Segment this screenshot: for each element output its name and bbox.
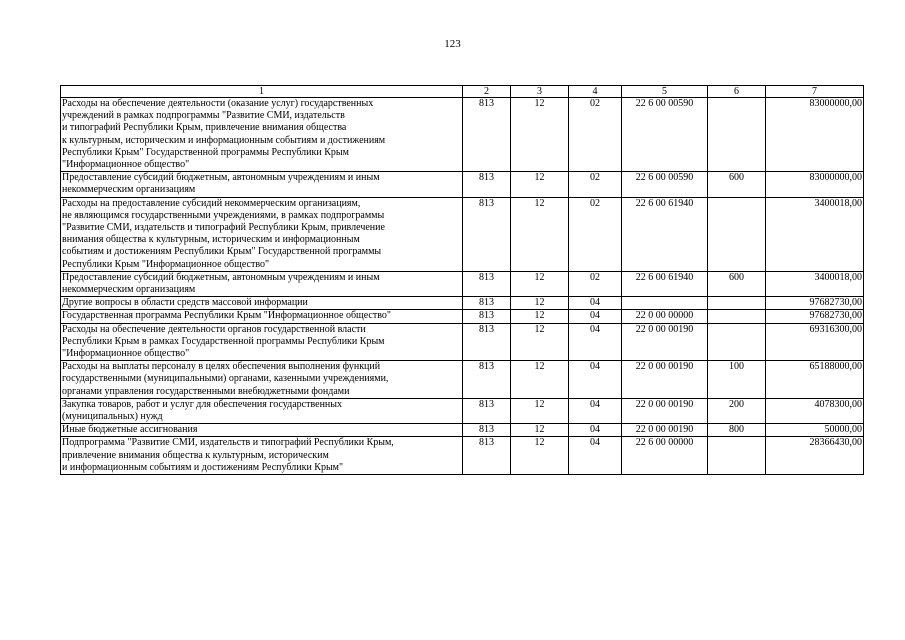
ministry-code-cell: 813 (463, 297, 511, 310)
amount-cell: 83000000,00 (766, 172, 864, 197)
section-code-cell: 12 (511, 437, 569, 475)
ministry-code-cell: 813 (463, 197, 511, 271)
target-article-cell: 22 0 00 00190 (622, 398, 708, 423)
expense-type-cell (708, 437, 766, 475)
section-code-cell: 12 (511, 398, 569, 423)
section-code-cell: 12 (511, 361, 569, 399)
column-header: 5 (622, 86, 708, 98)
row-name-cell: Закупка товаров, работ и услуг для обеспечения государственных (муниципальных) нужд (61, 398, 463, 423)
expense-type-cell: 800 (708, 424, 766, 437)
subsection-code-cell: 04 (569, 361, 622, 399)
column-header: 4 (569, 86, 622, 98)
subsection-code-cell: 04 (569, 310, 622, 323)
table-row (61, 172, 864, 197)
subsection-code-cell: 02 (569, 197, 622, 271)
target-article-cell: 22 6 00 61940 (622, 271, 708, 296)
ministry-code-cell: 813 (463, 323, 511, 361)
amount-cell: 97682730,00 (766, 310, 864, 323)
section-code-cell: 12 (511, 323, 569, 361)
amount-cell: 97682730,00 (766, 297, 864, 310)
amount-cell: 69316300,00 (766, 323, 864, 361)
subsection-code-cell: 04 (569, 323, 622, 361)
row-name-cell: Расходы на предоставление субсидий некоммерческим организациям, не являющимся государственными учреждениями, в рамках подпрограммы "Развитие СМИ, издательств и типографий Республики Крым, привлечение внимания общества к культурным, историческим и информационным событиям и достижениям Республики Крым" Государственной программы Республики Крым "Информационное общество" (61, 197, 463, 271)
subsection-code-cell: 02 (569, 271, 622, 296)
amount-cell: 4078300,00 (766, 398, 864, 423)
expense-type-cell (708, 323, 766, 361)
subsection-code-cell: 04 (569, 398, 622, 423)
expense-type-cell (708, 297, 766, 310)
table-row (61, 361, 864, 399)
table-row (61, 297, 864, 310)
expense-type-cell: 600 (708, 172, 766, 197)
amount-cell: 3400018,00 (766, 271, 864, 296)
section-code-cell: 12 (511, 271, 569, 296)
row-name-cell: Расходы на обеспечение деятельности органов государственной власти Республики Крым в рамках Государственной программы Республики Крым "Информационное общество" (61, 323, 463, 361)
amount-cell: 3400018,00 (766, 197, 864, 271)
row-name-cell: Иные бюджетные ассигнования (61, 424, 463, 437)
table-row (61, 424, 864, 437)
ministry-code-cell: 813 (463, 437, 511, 475)
column-header: 2 (463, 86, 511, 98)
section-code-cell: 12 (511, 172, 569, 197)
subsection-code-cell: 02 (569, 98, 622, 172)
section-code-cell: 12 (511, 297, 569, 310)
ministry-code-cell: 813 (463, 398, 511, 423)
row-name-cell: Расходы на выплаты персоналу в целях обеспечения выполнения функций государственными (муниципальными) органами, казенными учреждениями, органами управления государственными внебюджетными фондами (61, 361, 463, 399)
table-row (61, 310, 864, 323)
target-article-cell: 22 0 00 00190 (622, 361, 708, 399)
column-header: 1 (61, 86, 463, 98)
amount-cell: 50000,00 (766, 424, 864, 437)
target-article-cell: 22 6 00 00590 (622, 98, 708, 172)
expense-type-cell: 100 (708, 361, 766, 399)
subsection-code-cell: 04 (569, 437, 622, 475)
section-code-cell: 12 (511, 98, 569, 172)
table-row (61, 398, 864, 423)
amount-cell: 28366430,00 (766, 437, 864, 475)
expense-type-cell (708, 197, 766, 271)
ministry-code-cell: 813 (463, 172, 511, 197)
subsection-code-cell: 04 (569, 297, 622, 310)
amount-cell: 65188000,00 (766, 361, 864, 399)
expense-type-cell (708, 98, 766, 172)
section-code-cell: 12 (511, 197, 569, 271)
subsection-code-cell: 04 (569, 424, 622, 437)
row-name-cell: Предоставление субсидий бюджетным, автономным учреждениям и иным некоммерческим организациям (61, 172, 463, 197)
column-header: 7 (766, 86, 864, 98)
table-row (61, 437, 864, 475)
target-article-cell (622, 297, 708, 310)
table-row (61, 323, 864, 361)
row-name-cell: Государственная программа Республики Крым "Информационное общество" (61, 310, 463, 323)
expense-type-cell (708, 310, 766, 323)
ministry-code-cell: 813 (463, 424, 511, 437)
table-row (61, 98, 864, 172)
budget-table (60, 85, 864, 475)
ministry-code-cell: 813 (463, 361, 511, 399)
table-body (61, 98, 864, 475)
row-name-cell: Расходы на обеспечение деятельности (оказание услуг) государственных учреждений в рамках подпрограммы "Развитие СМИ, издательств и типографий Республики Крым, привлечение внимания общества к культурным, историческим и информационным событиям и достижениям Республики Крым" Государственной программы Республики Крым "Информационное общество" (61, 98, 463, 172)
table-row (61, 197, 864, 271)
amount-cell: 83000000,00 (766, 98, 864, 172)
section-code-cell: 12 (511, 424, 569, 437)
ministry-code-cell: 813 (463, 271, 511, 296)
column-header: 6 (708, 86, 766, 98)
table-header-row (61, 86, 864, 98)
page-number: 123 (444, 38, 461, 50)
target-article-cell: 22 6 00 61940 (622, 197, 708, 271)
row-name-cell: Подпрограмма "Развитие СМИ, издательств и типографий Республики Крым, привлечение внимания общества к культурным, историческим и информационным событиям и достижениям Республики Крым" (61, 437, 463, 475)
subsection-code-cell: 02 (569, 172, 622, 197)
target-article-cell: 22 6 00 00000 (622, 437, 708, 475)
target-article-cell: 22 0 00 00000 (622, 310, 708, 323)
target-article-cell: 22 0 00 00190 (622, 424, 708, 437)
row-name-cell: Предоставление субсидий бюджетным, автономным учреждениям и иным некоммерческим организациям (61, 271, 463, 296)
column-header: 3 (511, 86, 569, 98)
ministry-code-cell: 813 (463, 310, 511, 323)
target-article-cell: 22 6 00 00590 (622, 172, 708, 197)
row-name-cell: Другие вопросы в области средств массовой информации (61, 297, 463, 310)
table-row (61, 271, 864, 296)
ministry-code-cell: 813 (463, 98, 511, 172)
target-article-cell: 22 0 00 00190 (622, 323, 708, 361)
expense-type-cell: 600 (708, 271, 766, 296)
section-code-cell: 12 (511, 310, 569, 323)
expense-type-cell: 200 (708, 398, 766, 423)
